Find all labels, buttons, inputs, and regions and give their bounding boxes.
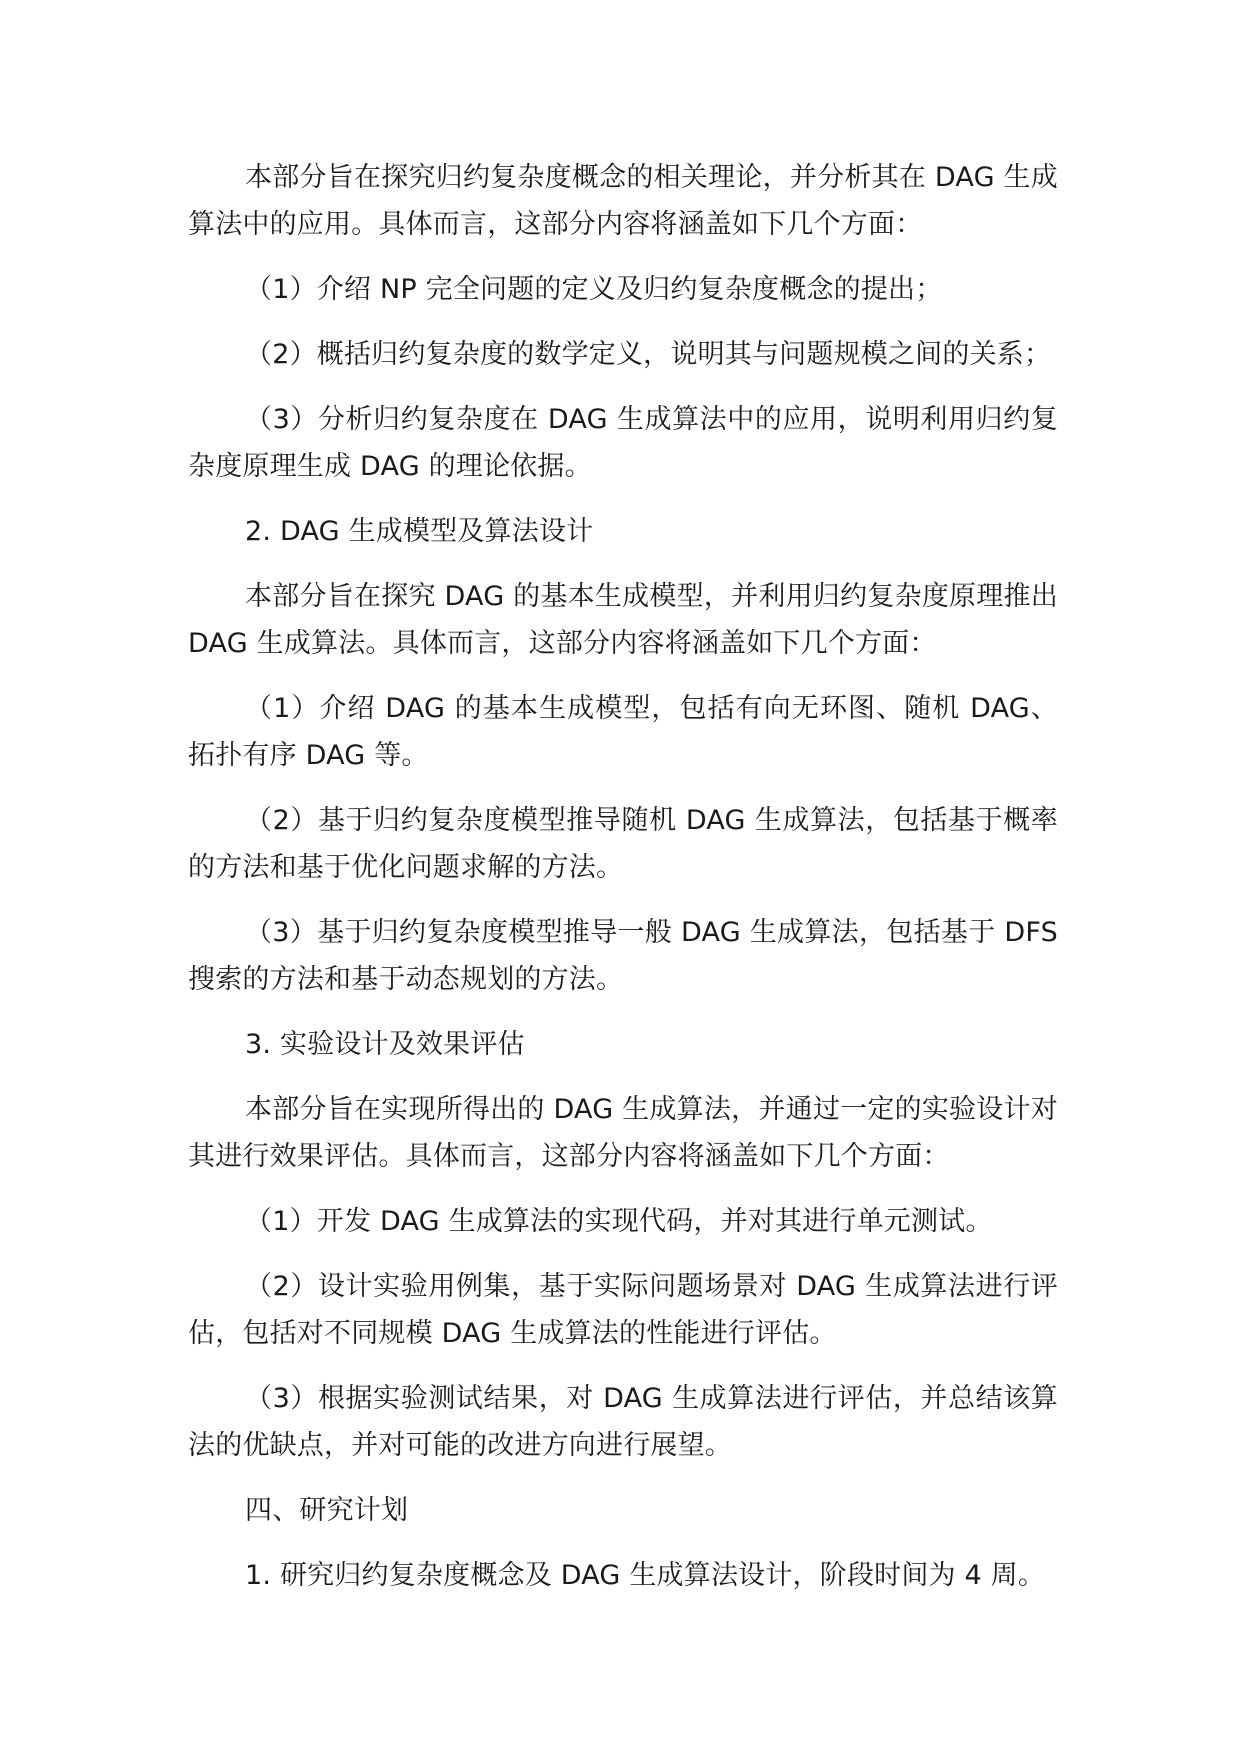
section3-intro: 本部分旨在实现所得出的 DAG 生成算法，并通过一定的实验设计对其进行效果评估。具体而言，这部分内容将涵盖如下几个方面：: [188, 1094, 1058, 1172]
section2-heading: 2. DAG 生成模型及算法设计: [245, 516, 594, 547]
section3-item-1: （1）开发 DAG 生成算法的实现代码，并对其进行单元测试。: [245, 1206, 993, 1237]
section2-item-2: （2）基于归约复杂度模型推导随机 DAG 生成算法，包括基于概率的方法和基于优化问题求解的方法。: [188, 805, 1058, 883]
section1-item-2: （2）概括归约复杂度的数学定义，说明其与问题规模之间的关系；: [245, 339, 1052, 370]
section2-item-1: （1）介绍 DAG 的基本生成模型，包括有向无环图、随机 DAG、拓扑有序 DAG 等。: [188, 693, 1058, 771]
section2-intro: 本部分旨在探究 DAG 的基本生成模型，并利用归约复杂度原理推出 DAG 生成算法。具体而言，这部分内容将涵盖如下几个方面：: [188, 581, 1058, 659]
plan-heading: 四、研究计划: [245, 1495, 409, 1526]
section1-intro: 本部分旨在探究归约复杂度概念的相关理论，并分析其在 DAG 生成算法中的应用。具体而言，这部分内容将涵盖如下几个方面：: [188, 162, 1058, 240]
plan-item-1: 1. 研究归约复杂度概念及 DAG 生成算法设计，阶段时间为 4 周。: [245, 1560, 1046, 1591]
document-body: [188, 154, 1058, 1617]
section3-item-2: （2）设计实验用例集，基于实际问题场景对 DAG 生成算法进行评估，包括对不同规模 DAG 生成算法的性能进行评估。: [188, 1271, 1058, 1349]
section3-item-3: （3）根据实验测试结果，对 DAG 生成算法进行评估，并总结该算法的优缺点，并对可能的改进方向进行展望。: [188, 1383, 1058, 1461]
section1-item-1: （1）介绍 NP 完全问题的定义及归约复杂度概念的提出；: [245, 274, 943, 305]
section1-item-3: （3）分析归约复杂度在 DAG 生成算法中的应用，说明利用归约复杂度原理生成 DAG 的理论依据。: [188, 404, 1058, 482]
section3-heading: 3. 实验设计及效果评估: [245, 1029, 525, 1060]
section2-item-3: （3）基于归约复杂度模型推导一般 DAG 生成算法，包括基于 DFS 搜索的方法和基于动态规划的方法。: [188, 917, 1058, 995]
